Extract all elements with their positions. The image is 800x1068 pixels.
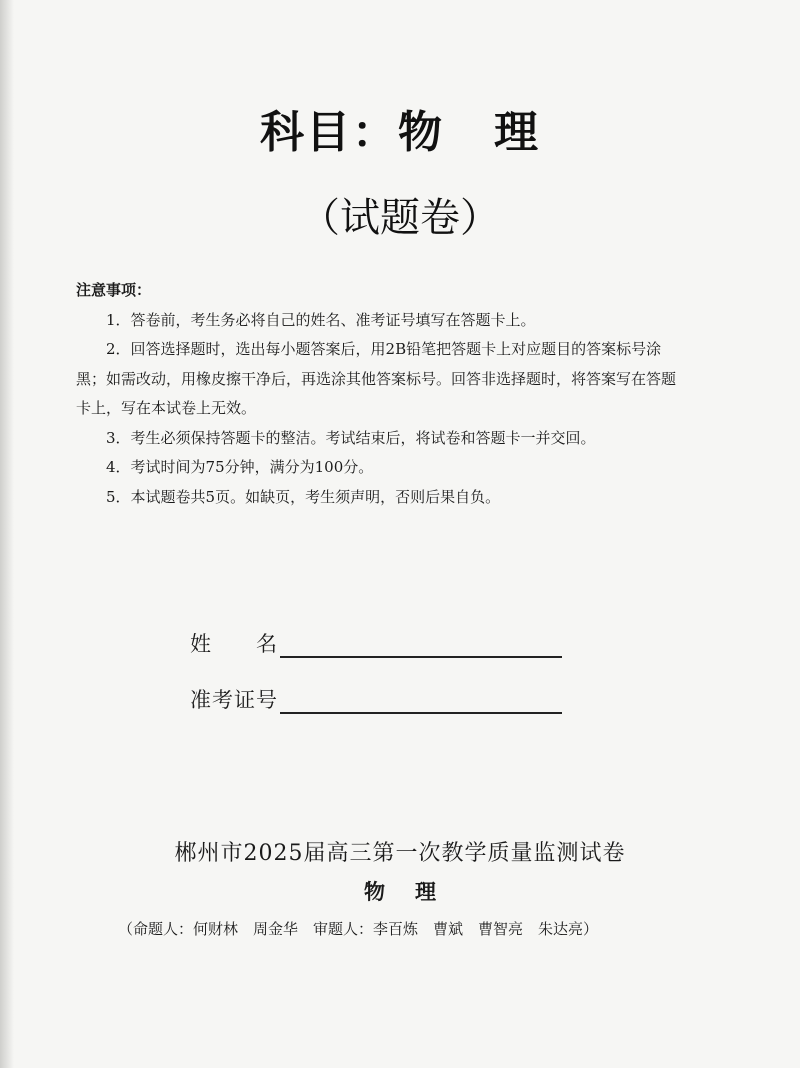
notice-heading: 注意事项： bbox=[76, 281, 152, 299]
authors-line: （命题人：何财林 周金华 审题人：李百炼 曹斌 曹智亮 朱达亮） bbox=[118, 920, 599, 938]
name-blank-line[interactable] bbox=[280, 630, 562, 658]
paper-type-label: （试题卷） bbox=[300, 195, 500, 241]
subject-title-suffix: 理 bbox=[494, 107, 540, 158]
notice-section bbox=[76, 276, 676, 512]
name-label: 姓 名 bbox=[190, 632, 278, 656]
notice-item-2: 2．回答选择题时，选出每小题答案后，用2B铅笔把答题卡上对应题目的答案标号涂黑；如需改动，用橡皮擦干净后，再选涂其他答案标号。回答非选择题时，将答案写在答题卡上，写在本试卷上无效。 bbox=[76, 340, 677, 417]
name-field-row bbox=[190, 630, 590, 658]
notice-item-3: 3．考生必须保持答题卡的整洁。考试结束后，将试卷和答题卡一并交回。 bbox=[106, 428, 596, 447]
notice-item-4: 4．考试时间为75分钟，满分为100分。 bbox=[106, 458, 374, 476]
subject-title-prefix: 科目：物 bbox=[260, 107, 444, 158]
exam-subject-left: 物 bbox=[364, 880, 385, 904]
exam-subject-right: 理 bbox=[415, 880, 436, 904]
notice-item-5: 5．本试题卷共5页。如缺页，考生须声明，否则后果自负。 bbox=[106, 487, 501, 506]
page-edge-shadow bbox=[0, 0, 14, 1068]
candidate-fields bbox=[190, 630, 590, 742]
exam-id-field-row bbox=[190, 686, 590, 714]
exam-subject bbox=[0, 876, 800, 906]
notice-item-1: 1．答卷前，考生务必将自己的姓名、准考证号填写在答题卡上。 bbox=[106, 310, 536, 329]
subject-title bbox=[0, 96, 800, 160]
exam-title: 郴州市2025届高三第一次教学质量监测试卷 bbox=[174, 841, 626, 866]
exam-id-label: 准考证号 bbox=[190, 688, 278, 712]
exam-id-blank-line[interactable] bbox=[280, 686, 562, 714]
